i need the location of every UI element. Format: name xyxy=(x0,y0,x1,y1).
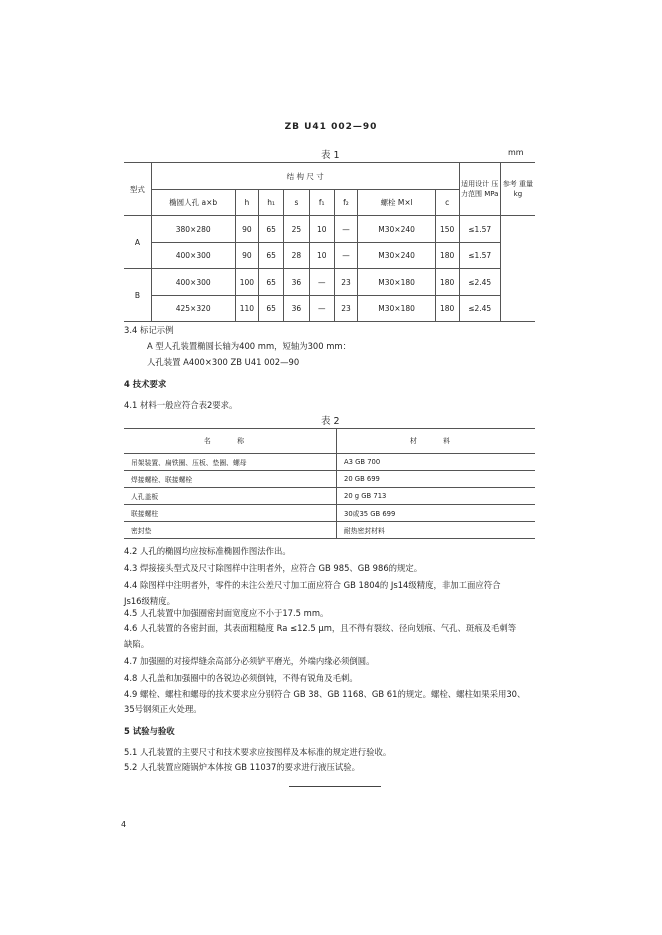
material-cell: 20 g GB 713 xyxy=(337,488,536,505)
page-number: 4 xyxy=(121,820,127,829)
pressure-cell: ≤1.57 xyxy=(459,216,500,243)
bolt-cell: M30×240 xyxy=(358,243,435,269)
material-cell: 20 GB 699 xyxy=(337,471,536,488)
document-header: ZB U41 002—90 xyxy=(284,122,378,132)
clause-4-6: 4.6 人孔装置的各密封面，其表面粗糙度 Ra ≤12.5 μm，且不得有裂纹、径向划痕、气孔、斑痕及毛刺等 xyxy=(124,623,517,633)
material-cell: A3 GB 700 xyxy=(337,454,536,471)
bolt-cell: M30×240 xyxy=(358,216,435,243)
h1-cell: 65 xyxy=(259,243,284,269)
clause-4-3: 4.3 焊接接头型式及尺寸除图样中注明者外，应符合 GB 985、GB 986的规定。 xyxy=(124,563,423,573)
mass-header: 参考 重量 kg xyxy=(500,163,535,216)
f1-cell: 10 xyxy=(309,243,334,269)
pressure-cell: ≤2.45 xyxy=(459,296,500,322)
h1-cell: 65 xyxy=(259,296,284,322)
c-cell: 180 xyxy=(435,269,459,296)
col-size-header: 椭圆人孔 a×b xyxy=(151,190,235,216)
table1-caption: 表 1 xyxy=(321,150,340,161)
h-cell: 90 xyxy=(235,216,259,243)
col-bolt-header: 螺栓 M×l xyxy=(358,190,435,216)
table-row xyxy=(124,522,535,539)
table-row xyxy=(124,296,535,322)
table-row xyxy=(124,488,535,505)
clause-4-4: 4.4 除图样中注明者外，零件的未注公差尺寸加工面应符合 GB 1804的 Js14级精度，非加工面应符合 xyxy=(124,580,501,590)
part-name-cell: 吊架装置、扁铁圈、压板、垫圈、螺母 xyxy=(124,454,337,471)
c-cell: 150 xyxy=(435,216,459,243)
marking-example-line-1: A 型人孔装置椭圆长轴为400 mm，短轴为300 mm： xyxy=(147,341,351,351)
material-cell: 耐热密封材料 xyxy=(337,522,536,539)
section-3-4-title: 3.4 标记示例 xyxy=(124,325,174,335)
table2-caption: 表 2 xyxy=(321,416,340,427)
table-row xyxy=(124,505,535,522)
table-1 xyxy=(124,162,535,322)
col-h1-header: h₁ xyxy=(259,190,284,216)
col-f1-header: f₁ xyxy=(309,190,334,216)
pressure-cell: ≤2.45 xyxy=(459,269,500,296)
clause-4-9: 4.9 螺栓、螺柱和螺母的技术要求应分别符合 GB 38、GB 1168、GB 61的规定。螺栓、螺柱如果采用30、 xyxy=(124,689,526,699)
h-cell: 110 xyxy=(235,296,259,322)
name-header: 名 称 xyxy=(124,429,337,454)
part-name-cell: 密封垫 xyxy=(124,522,337,539)
col-f2-header: f₂ xyxy=(334,190,358,216)
table-row xyxy=(124,216,535,243)
s-cell: 36 xyxy=(284,269,310,296)
part-name-cell: 人孔盖板 xyxy=(124,488,337,505)
part-name-cell: 联接螺柱 xyxy=(124,505,337,522)
f2-cell: — xyxy=(334,243,358,269)
clause-4-1: 4.1 材料一般应符合表2要求。 xyxy=(124,400,238,410)
section-4-title: 4 技术要求 xyxy=(124,379,167,389)
end-rule xyxy=(289,786,381,787)
table-row xyxy=(124,243,535,269)
material-header: 材 料 xyxy=(337,429,536,454)
clause-4-7: 4.7 加强圈的对接焊缝余高部分必须铲平磨光，外端内缘必须倒圆。 xyxy=(124,656,375,666)
f2-cell: 23 xyxy=(334,269,358,296)
type-cell: A xyxy=(124,216,151,269)
f1-cell: — xyxy=(309,269,334,296)
table1-unit: mm xyxy=(508,148,524,157)
col-c-header: c xyxy=(435,190,459,216)
col-s-header: s xyxy=(284,190,310,216)
table-row xyxy=(124,269,535,296)
type-cell: B xyxy=(124,269,151,322)
c-cell: 180 xyxy=(435,296,459,322)
f1-cell: 10 xyxy=(309,216,334,243)
col-type-header: 型式 xyxy=(124,163,151,216)
clause-4-8: 4.8 人孔盖和加强圈中的各锐边必须倒钝，不得有锐角及毛刺。 xyxy=(124,673,358,683)
mass-cell xyxy=(500,216,535,322)
bolt-cell: M30×180 xyxy=(358,296,435,322)
col-h-header: h xyxy=(235,190,259,216)
clause-4-9-cont: 35号钢须正火处理。 xyxy=(124,704,202,714)
size-cell: 400×300 xyxy=(151,269,235,296)
s-cell: 28 xyxy=(284,243,310,269)
size-cell: 400×300 xyxy=(151,243,235,269)
table-row xyxy=(124,471,535,488)
structure-dimensions-header: 结 构 尺 寸 xyxy=(151,163,459,190)
h-cell: 90 xyxy=(235,243,259,269)
clause-5-2: 5.2 人孔装置应随锅炉本体按 GB 11037的要求进行液压试验。 xyxy=(124,762,361,772)
clause-4-2: 4.2 人孔的椭圆均应按标准椭圆作图法作出。 xyxy=(124,546,291,556)
clause-4-6-cont: 缺陷。 xyxy=(124,639,150,649)
pressure-range-header: 适用设计 压力范围 MPa xyxy=(459,163,500,216)
f2-cell: 23 xyxy=(334,296,358,322)
material-cell: 30或35 GB 699 xyxy=(337,505,536,522)
h-cell: 100 xyxy=(235,269,259,296)
marking-example-line-2: 人孔装置 A400×300 ZB U41 002—90 xyxy=(147,357,300,367)
clause-5-1: 5.1 人孔装置的主要尺寸和技术要求应按图样及本标准的规定进行验收。 xyxy=(124,747,392,757)
table-row xyxy=(124,454,535,471)
s-cell: 25 xyxy=(284,216,310,243)
size-cell: 380×280 xyxy=(151,216,235,243)
h1-cell: 65 xyxy=(259,269,284,296)
clause-4-4-cont: Js16级精度。 xyxy=(124,596,175,606)
h1-cell: 65 xyxy=(259,216,284,243)
table-2 xyxy=(124,428,535,539)
pressure-cell: ≤1.57 xyxy=(459,243,500,269)
s-cell: 36 xyxy=(284,296,310,322)
f2-cell: — xyxy=(334,216,358,243)
f1-cell: — xyxy=(309,296,334,322)
size-cell: 425×320 xyxy=(151,296,235,322)
c-cell: 180 xyxy=(435,243,459,269)
section-5-title: 5 试验与验收 xyxy=(124,726,175,736)
bolt-cell: M30×180 xyxy=(358,269,435,296)
clause-4-5: 4.5 人孔装置中加强圈密封面宽度应不小于17.5 mm。 xyxy=(124,608,329,618)
part-name-cell: 焊接螺栓、联接螺栓 xyxy=(124,471,337,488)
